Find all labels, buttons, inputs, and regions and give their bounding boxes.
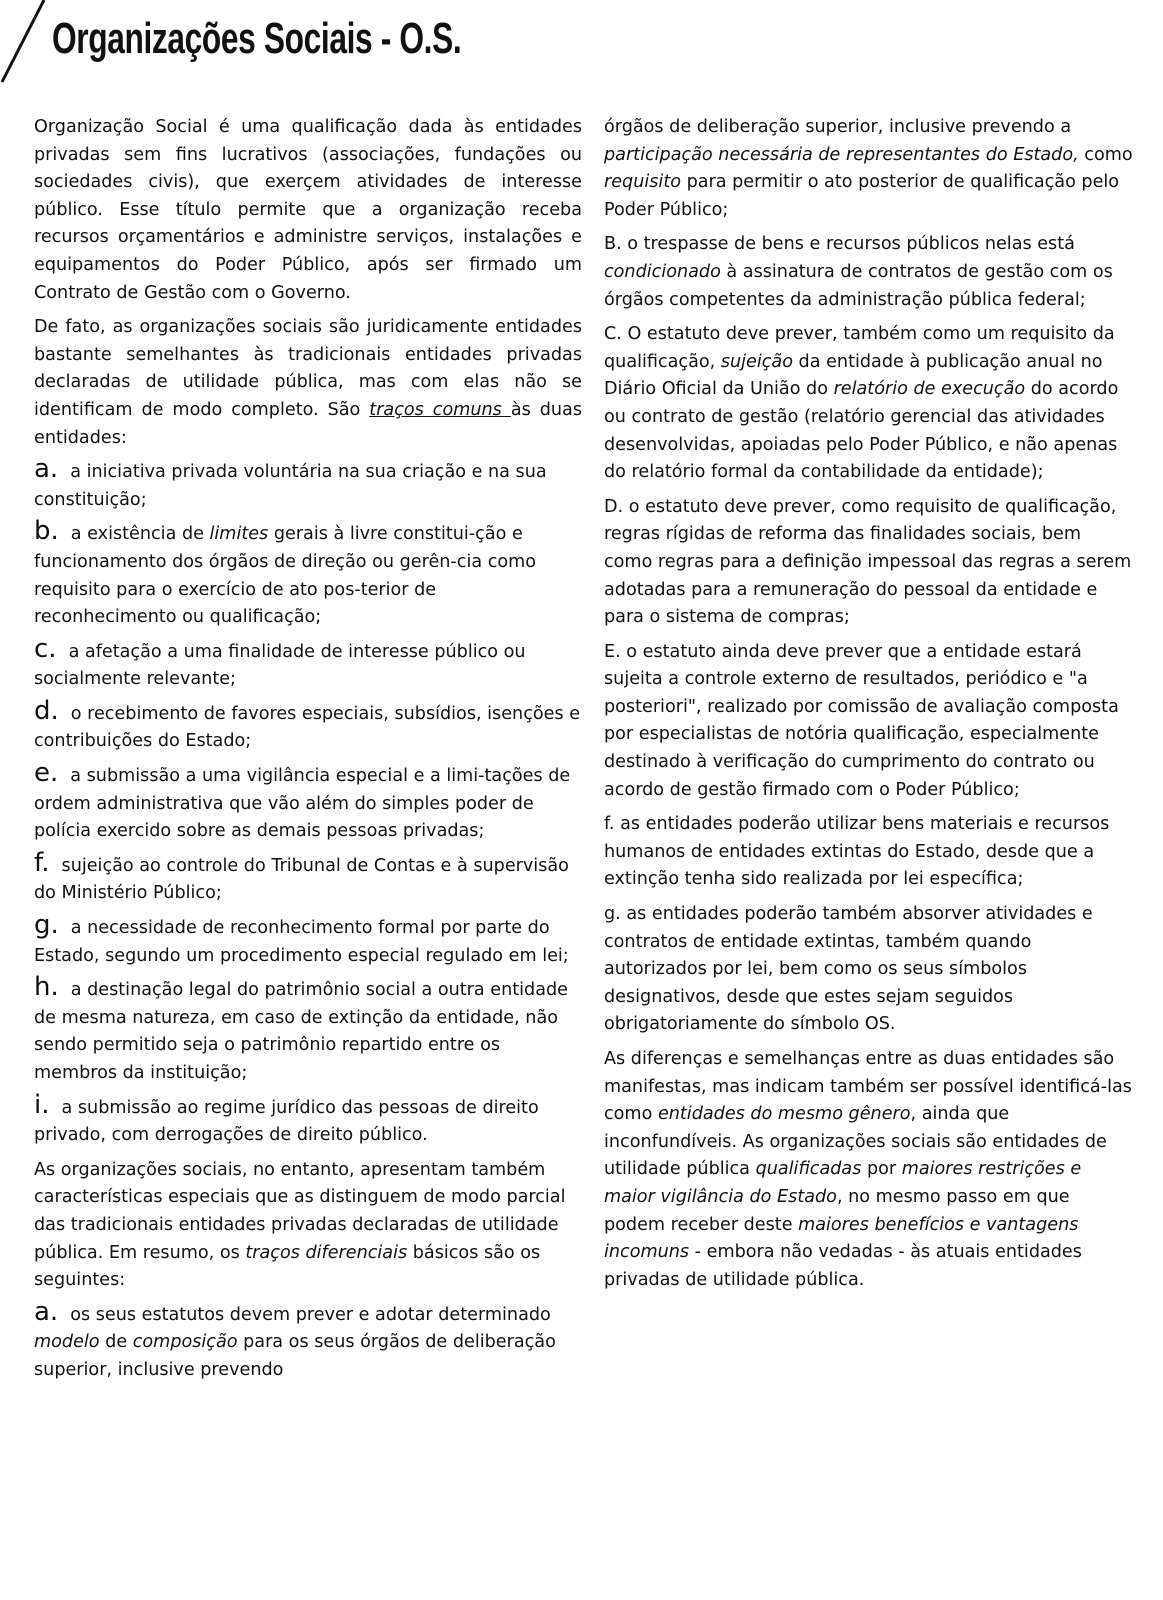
item-text-mid: de (99, 1332, 133, 1353)
common-item-g (34, 910, 582, 970)
cont-mid: como (1078, 144, 1133, 165)
final-emphasis-1: entidades do mesmo gênero (657, 1104, 911, 1125)
item-marker: a. (34, 454, 59, 485)
item-text-pre: os seus estatutos devem prever e adotar determinado (70, 1304, 551, 1325)
final-emphasis-2: qualificadas (755, 1159, 862, 1180)
conclusion-paragraph (604, 1046, 1134, 1294)
diff-pre: As organizações sociais, no entanto, apresentam também características especiais que as distinguem de modo parcial das tradicionais entidades privadas declaradas de utilidade pública. Em resumo, os (34, 1159, 566, 1263)
common-item-a (34, 454, 582, 514)
item-marker: f. (34, 847, 50, 878)
item-emphasis-model: modelo (34, 1332, 100, 1353)
item-text: a iniciativa privada voluntária na sua criação e na sua constituição; (34, 462, 547, 510)
item-marker: g. (34, 910, 59, 941)
item-marker: a. (34, 1296, 59, 1327)
common-item-f (34, 847, 582, 908)
item-text-post: para os seus órgãos de deliberação superior, inclusive prevendo (34, 1332, 556, 1380)
corner-slash-mark (0, 0, 50, 90)
item-text-post: gerais à livre constitui-ção e funcionamento dos órgãos de direção ou gerên-cia como requisito para o exercício de ato pos-terior de reconhecimento ou qualificação; (34, 524, 537, 628)
item-marker: h. (34, 972, 59, 1003)
common-item-c (34, 633, 582, 694)
page-title: Organizações Sociais - O.S. (52, 14, 462, 63)
cont-post: para permitir o ato posterior de qualificação pelo Poder Público; (604, 172, 1120, 220)
item-emphasis-composition: composição (132, 1332, 238, 1353)
common-item-b (34, 516, 582, 631)
left-column (34, 114, 582, 1392)
c-emphasis-1: sujeição (720, 351, 793, 372)
final-4: , no mesmo passo em que podem receber deste (604, 1186, 1070, 1235)
final-emphasis-3: maiores restrições e maior vigilância do Estado (604, 1159, 1082, 1207)
item-text: a necessidade de reconhecimento formal por parte do Estado, segundo um procedimento especial regulado em lei; (34, 918, 569, 966)
common-item-d (34, 695, 582, 756)
b-pre: B. o trespasse de bens e recursos públicos nelas está (604, 234, 1075, 255)
item-emphasis: limites (209, 524, 269, 545)
differential-item-b (604, 231, 1134, 314)
item-marker: e. (34, 758, 59, 789)
c-post: do acordo ou contrato de gestão (relatório gerencial das atividades desenvolvidas, apoiadas pelo Poder Público, e não apenas do relatório formal da contabilidade da entidade); (604, 379, 1119, 483)
c-emphasis-2: relatório de execução (833, 379, 1026, 400)
item-marker: i. (34, 1089, 50, 1120)
right-column (604, 114, 1134, 1301)
item-text: a afetação a uma finalidade de interesse público ou socialmente relevante; (34, 641, 526, 690)
item-text: a submissão a uma vigilância especial e a limi-tações de ordem administrativa que vão além do simples poder de polícia exercido sobre as demais pessoas privadas; (34, 766, 571, 842)
differential-item-a (34, 1296, 582, 1385)
final-1: As diferenças e semelhanças entre as duas entidades são manifestas, mas indicam também ser possível identificá-las como (604, 1049, 1132, 1125)
final-2: , ainda que inconfundíveis. As organizações sociais são entidades de utilidade pública (604, 1104, 1107, 1180)
final-5: - embora não vedadas - às atuais entidades privadas de utilidade pública. (604, 1242, 1082, 1290)
c-pre: C. O estatuto deve prever, também como um requisito da qualificação, (604, 324, 1115, 372)
intro-paragraph-1: Organização Social é uma qualificação dada às entidades privadas sem fins lucrativos (associações, fundações ou sociedades civis), que exerçem atividades de interesse público. Esse título permite que a organização receba recursos orçamentários e administre serviços, instalações e equipamentos do Poder Público, após ser firmado um Contrato de Gestão com o Governo. (34, 117, 582, 303)
cont-pre: órgãos de deliberação superior, inclusive prevendo a (604, 117, 1072, 137)
differential-item-c (604, 321, 1134, 487)
item-marker: c. (34, 633, 57, 664)
item-text: a submissão ao regime jurídico das pessoas de direito privado, com derrogações de direito público. (34, 1097, 539, 1146)
common-item-h (34, 972, 582, 1087)
b-emphasis: condicionado (604, 261, 721, 282)
item-text: o recebimento de favores especiais, subsídios, isenções e contribuições do Estado; (34, 703, 581, 752)
item-text: a destinação legal do patrimônio social a outra entidade de mesma natureza, em caso de extinção da entidade, não sendo permitido seja o patrimônio repartido entre os membros da instituição; (34, 980, 568, 1083)
item-text: sujeição ao controle do Tribunal de Contas e à supervisão do Ministério Público; (34, 855, 569, 904)
cont-emphasis-1: participação necessária de representantes do Estado, (604, 144, 1079, 165)
c-mid: da entidade à publicação anual no Diário Oficial da União do (604, 351, 1103, 400)
differential-item-d: D. o estatuto deve prever, como requisito de qualificação, regras rígidas de reforma das finalidades sociais, bem como regras para a definição impessoal das regras a serem adotadas para a remuneração do pessoal da entidade e para o sistema de compras; (604, 496, 1132, 628)
differential-item-f: f. as entidades poderão utilizar bens materiais e recursos humanos de entidades extintas do Estado, desde que a extinção tenha sido realizada por lei específica; (604, 814, 1110, 890)
diff-post: básicos são os seguintes: (34, 1242, 541, 1291)
common-traits-term: traços comuns (369, 399, 511, 420)
differential-traits-term: traços diferenciais (245, 1242, 408, 1263)
item-text-pre: a existência de (70, 524, 210, 545)
common-item-e (34, 758, 582, 846)
differential-item-e: E. o estatuto ainda deve prever que a entidade estará sujeita a controle externo de resultados, periódico e "a posteriori", realizado por comissão de avaliação composta por especialistas de notória qualificação, especialmente destinado à verificação do cumprimento do contrato ou acordo de gestão firmado com o Poder Público; (604, 641, 1119, 800)
common-item-i (34, 1089, 582, 1150)
item-marker: d. (34, 695, 59, 726)
differential-item-g: g. as entidades poderão também absorver atividades e contratos de entidade extintas, também quando autorizados por lei, bem como os seus símbolos designativos, desde que estes sejam seguidos obrigatoriamente do símbolo OS. (604, 904, 1093, 1035)
continuation-paragraph (604, 114, 1134, 224)
item-marker: b. (34, 516, 59, 547)
final-3: por (861, 1159, 902, 1180)
differences-paragraph (34, 1157, 582, 1295)
intro-2-pre: De fato, as organizações sociais são juridicamente entidades bastante semelhantes às tradicionais entidades privadas declaradas de utilidade pública, mas com elas não se identificam de modo completo. São (34, 317, 582, 420)
intro-2-post: às duas entidades: (34, 399, 582, 448)
intro-paragraph-2 (34, 314, 582, 452)
cont-emphasis-2: requisito (604, 172, 681, 193)
final-emphasis-4: maiores benefícios e vantagens incomuns (604, 1214, 1079, 1263)
b-post: à assinatura de contratos de gestão com os órgãos competentes da administração pública federal; (604, 261, 1113, 310)
